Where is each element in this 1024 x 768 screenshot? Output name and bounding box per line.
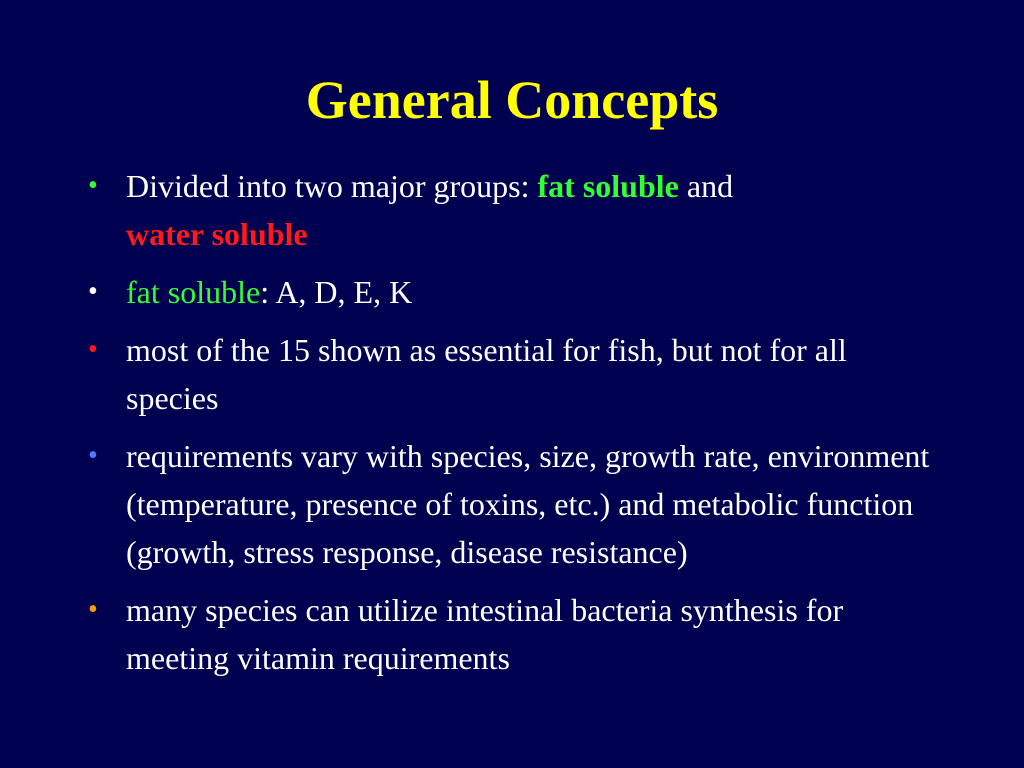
bullet-marker-icon: • — [88, 170, 98, 201]
fat-soluble-label: fat soluble — [126, 274, 261, 310]
bullet-text: many species can utilize intestinal bacteria synthesis for meeting vitamin requirements — [126, 592, 844, 676]
bullet-text-connector: and — [678, 168, 734, 204]
bullet-item-fat-soluble — [84, 268, 944, 316]
bullet-item-requirements — [84, 432, 944, 576]
bullet-text: requirements vary with species, size, growth rate, environment (temperature, presence of toxins, etc.) and metabolic function (growth, stress response, disease resistance) — [126, 438, 930, 570]
bullet-item-bacteria — [84, 586, 944, 682]
bullet-text: Divided into two major groups: — [126, 168, 538, 204]
bullet-marker-icon: • — [88, 276, 98, 307]
bullet-list — [84, 162, 944, 692]
bullet-marker-icon: • — [88, 334, 98, 365]
bullet-item-groups — [84, 162, 944, 258]
bullet-text: most of the 15 shown as essential for fish, but not for all species — [126, 332, 847, 416]
water-soluble-highlight: water soluble — [126, 216, 308, 252]
bullet-text: : A, D, E, K — [260, 274, 413, 310]
bullet-marker-icon: • — [88, 440, 98, 471]
bullet-item-essential — [84, 326, 944, 422]
fat-soluble-highlight: fat soluble — [537, 168, 679, 204]
slide-title: General Concepts — [305, 70, 719, 130]
bullet-marker-icon: • — [88, 594, 98, 625]
